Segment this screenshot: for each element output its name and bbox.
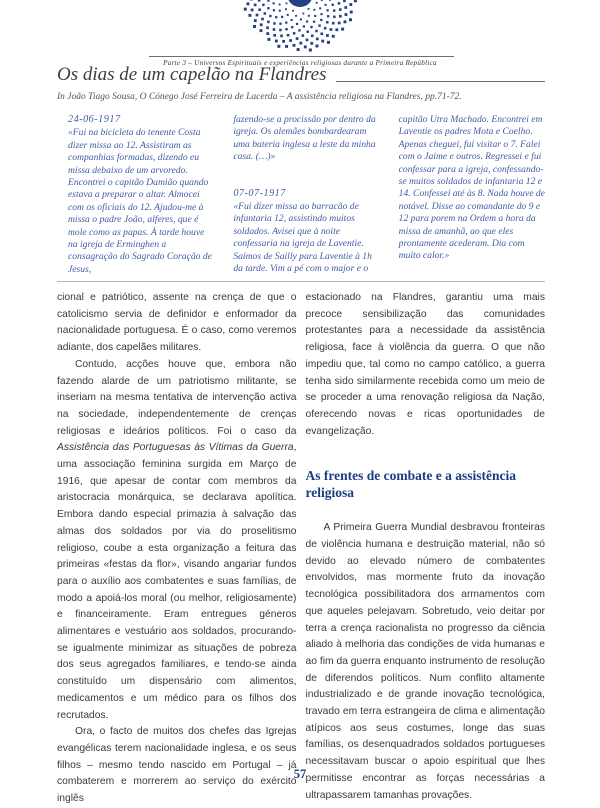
quote-column-1 bbox=[68, 114, 214, 276]
diary-entry-text: fazendo-se a procissão por dentro da igreja. Os alemães bombardearam uma bateria inglesa a leste da minha casa. (…)» bbox=[233, 114, 379, 164]
section-heading: As frentes de combate e a assistência religiosa bbox=[306, 467, 546, 501]
diary-entry-text: «Fui na bicicleta do tenente Costa dizer missa ao 12. Assistiram as companhias formadas, dizendo eu missa debaixo de um arvoredo. Encontrei o capitão Damião quando estava a preparar o altar. Almocei com os oficiais do 12. Ajudou-me à missa o padre João, alferes, que é mole como as papas. À tarde houve na igreja de Erminghen a consagração do Sagrado Coração de Jesus, bbox=[68, 127, 214, 276]
paragraph: A Primeira Guerra Mundial desbravou fronteiras de violência humana e destruição material, não só devido ao elevado número de combatentes envolvidos, mas mormente fruto da inovação tecnológica possibilitadora dos armamentos com que aqueles pelejavam. Sobretudo, veio deitar por terra a crença racionalista no progresso da ciência aliado à melhoria das condições de vida humanas e ao fim da guerra enquanto instrumento de resolução de diferendos políticos. Num conflito altamente industrializado e de grande inovação tecnológica, travado em terra estrangeira de clima e alimentação atípicos aos seus costumes, longe das suas famílias, os desenquadrados soldados portugueses necessitavam buscar o apoio espiritual que lhes permitisse encontrar as forças necessárias a ultrapassarem tamanhas provações. bbox=[306, 520, 546, 804]
paragraph-segment: , uma associação feminina surgida em Março de 1916, que apesar de contar com membros da aristocracia monárquica, se declarava apolítica. Embora dando especial primazia à salvação das almas dos soldados por via do proselitismo religioso, coube a esta organização a feitura das primeiras «festas da flor», visando angariar fundos para o auxílio aos combatentes e suas famílias, de modo a apoiá-los moral (ou melhor, religiosamente) e financeiramente. Eram entregues géneros alimentares e vestuário aos soldados, procurando-se igualmente minimizar as situações de pobreza dos seus agregados familiares, e tendo-se ainda constituído um dispensário com alimentos, medicamentos e um médico para os filhos dos recrutados. bbox=[57, 442, 297, 720]
source-citation: In João Tiago Sousa, O Cónego José Ferreira de Lacerda – A assistência religiosa na Flandres, pp.71-72. bbox=[57, 92, 545, 102]
paragraph: estacionado na Flandres, garantiu uma mais precoce sensibilização das comunidades protestantes para a necessidade da assistência religiosa, face à violência da guerra. O que não impediu que, tal como no campo católico, a guerra tenha sido similarmente recebida como um meio de se proceder a uma renovação religiosa da Nação, oferecendo novas e ricas oportunidades de evangelização. bbox=[306, 290, 546, 440]
body-column-left bbox=[57, 290, 297, 808]
association-name-italic: Assistência das Portuguesas às Vítimas da Guerra bbox=[57, 442, 294, 453]
section-divider bbox=[57, 281, 545, 282]
part-header: Parte 3 – Universos Espirituais e experiências religiosas durante a Primeira República bbox=[0, 59, 600, 67]
paragraph: cional e patriótico, assente na crença de que o catolicismo servia de definidor e enformador da nacionalidade portuguesa. É o caso, como veremos adiante, dos capelães militares. bbox=[57, 290, 297, 357]
header-rule bbox=[149, 56, 454, 57]
diary-quote-block bbox=[68, 114, 545, 276]
page-number: 57 bbox=[0, 767, 600, 782]
diary-entry-text: capitão Utra Machado. Encontrei em Laventie os padres Mota e Coelho. Apenas cheguei, fui visitar o 7. Falei com o Jaime e outros. Regressei e fui confessar para a igreja, confessando-se muitos soldados de infantaria 12 e 14. Confessei até às 8. Nada houve de notável. Disse ao comandante do 9 e 12 para porem na Ordem a hora da missa de amanhã, ao que eles prontamente acederam. Dia com muito calor.» bbox=[399, 114, 545, 263]
title-rule bbox=[336, 81, 546, 82]
diary-date-1: 24-06-1917 bbox=[68, 114, 214, 126]
quote-column-2 bbox=[233, 114, 379, 276]
quote-column-3 bbox=[399, 114, 545, 276]
body-text bbox=[57, 290, 545, 808]
paragraph-segment: Contudo, acções houve que, embora não fazendo alarde de um patriotismo militante, se inseriam na mesma tentativa de intervenção activa na sociedade, independentemente de crenças religiosas e ideários políticos. Foi o caso da bbox=[57, 359, 297, 437]
title-row bbox=[57, 63, 545, 86]
dotted-rosette-emblem bbox=[230, 0, 370, 58]
diary-entry-text: «Fui dizer missa ao barracão de infantaria 12, assistindo muitos soldados. Avisei que à noite confessaria na igreja de Laventie. Saímos de Sailly para Laventie à 1h da tarde. Vim a pé com o major e o bbox=[233, 201, 379, 275]
paragraph bbox=[57, 357, 297, 724]
body-column-right bbox=[306, 290, 546, 808]
page-title: Os dias de um capelão na Flandres bbox=[57, 63, 327, 86]
diary-date-2: 07-07-1917 bbox=[233, 188, 379, 200]
paragraph: Ora, o facto de muitos dos chefes das Igrejas evangélicas terem nacionalidade inglesa, e os seus filhos – mesmo tendo nascido em Portugal – já combaterem e morrerem ao serviço do exército inglês bbox=[57, 724, 297, 808]
